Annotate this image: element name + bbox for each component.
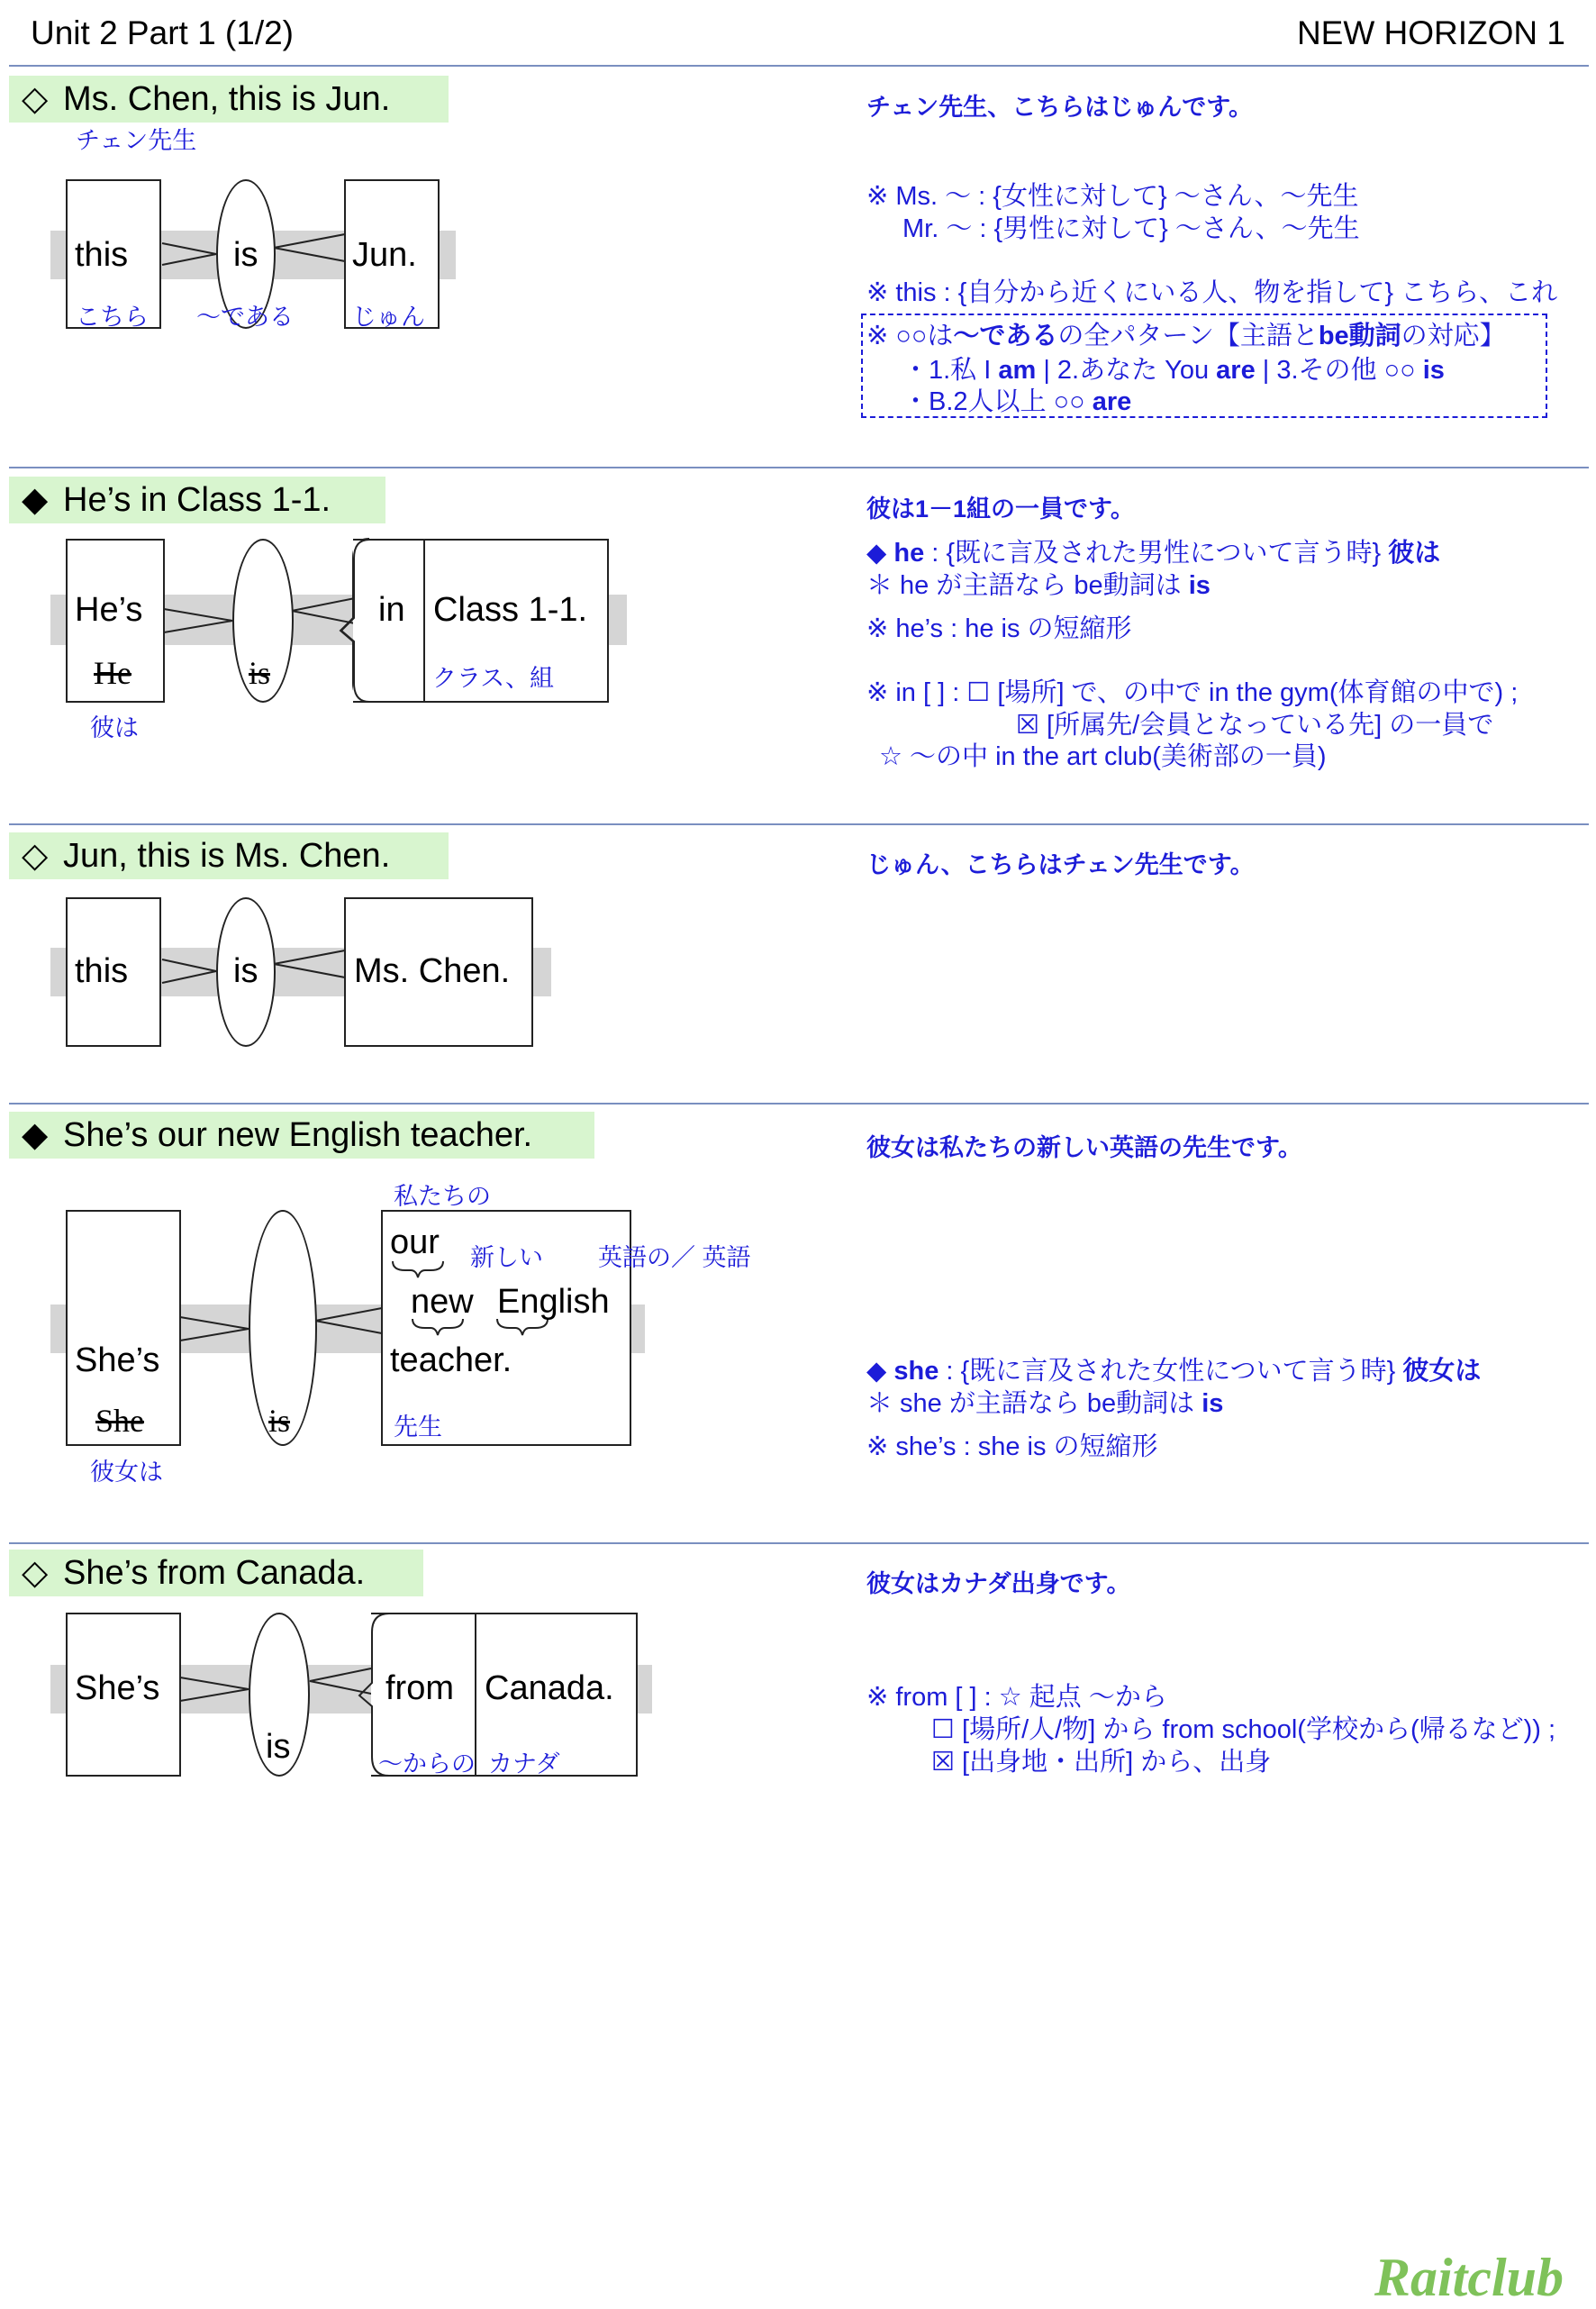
note: ＊ she が主語なら be動詞は is bbox=[866, 1389, 1224, 1418]
note: ◆ she : {既に言及された女性について言う時} 彼女は bbox=[866, 1357, 1482, 1386]
sentence-title bbox=[9, 1550, 423, 1596]
note: ◆ he : {既に言及された男性について言う時} 彼は bbox=[866, 539, 1441, 568]
divider bbox=[9, 467, 1589, 468]
subject-gloss: こちら bbox=[76, 304, 149, 331]
subject-original: He bbox=[94, 655, 131, 691]
translation: チェン先生、こちらはじゅんです。 bbox=[866, 94, 1254, 121]
diamond-filled-icon: ◆ bbox=[22, 481, 49, 519]
subject-word: this bbox=[75, 236, 129, 274]
sentence-text: She’s our new English teacher. bbox=[63, 1116, 533, 1154]
translation: 彼女はカナダ出身です。 bbox=[866, 1570, 1131, 1597]
object-gloss: クラス、組 bbox=[432, 665, 554, 692]
divider bbox=[9, 1542, 1589, 1544]
note: ・B.2人以上 ○○ are bbox=[902, 387, 1132, 416]
subject-word: She’s bbox=[75, 1669, 160, 1707]
title-gloss: チェン先生 bbox=[76, 127, 197, 154]
subject-word: this bbox=[75, 952, 129, 990]
note: ※ ○○は～であるの全パターン【主語とbe動詞の対応】 bbox=[866, 322, 1506, 350]
prep-divider bbox=[423, 539, 425, 703]
complement-gloss: じゅん bbox=[352, 304, 425, 331]
note: ※ he’s : he is の短縮形 bbox=[866, 614, 1132, 643]
verb-word: is bbox=[233, 952, 258, 990]
note: ※ this : {自分から近くにいる人、物を指して} こちら、これ bbox=[866, 278, 1558, 307]
sentence-text: Jun, this is Ms. Chen. bbox=[63, 837, 391, 875]
note: Mr. ～ : {男性に対して} ～さん、～先生 bbox=[902, 214, 1360, 243]
new-word: new bbox=[411, 1283, 474, 1321]
raitclub-logo: Raitclub bbox=[1374, 2248, 1564, 2307]
new-gloss: 新しい bbox=[470, 1244, 543, 1271]
translation: 彼女は私たちの新しい英語の先生です。 bbox=[866, 1134, 1302, 1161]
complement-word: Ms. Chen. bbox=[354, 952, 511, 990]
divider bbox=[9, 823, 1589, 825]
our-gloss: 私たちの bbox=[394, 1183, 491, 1210]
divider bbox=[9, 1103, 1589, 1105]
note: ☒ [所属先/会員となっている先] の一員で bbox=[1016, 711, 1494, 740]
english-gloss: 英語の／ 英語 bbox=[598, 1244, 751, 1271]
note: ※ Ms. ～ : {女性に対して} ～さん、～先生 bbox=[866, 182, 1359, 211]
prep-gloss: ～からの bbox=[378, 1750, 476, 1777]
sentence-text: He’s in Class 1-1. bbox=[63, 481, 331, 519]
translation: じゅん、こちらはチェン先生です。 bbox=[866, 851, 1255, 878]
note: ☐ [場所/人/物] から from school(学校から(帰るなど)) ; bbox=[931, 1715, 1556, 1744]
diamond-filled-icon: ◆ bbox=[22, 1116, 49, 1154]
our-word: our bbox=[390, 1223, 440, 1261]
sentence-title bbox=[9, 1112, 594, 1159]
subject-original: She bbox=[95, 1403, 144, 1439]
translation: 彼は1－1組の一員です。 bbox=[866, 495, 1135, 523]
textbook-name: NEW HORIZON 1 bbox=[1296, 14, 1565, 51]
note: ☒ [出身地・出所] から、出身 bbox=[931, 1748, 1272, 1777]
diamond-outline-icon: ◇ bbox=[22, 1554, 49, 1592]
prep-word: from bbox=[385, 1669, 454, 1707]
sentence-title bbox=[9, 76, 449, 123]
subject-word: She’s bbox=[75, 1341, 160, 1379]
verb-gloss: ～である bbox=[196, 304, 294, 331]
object-word: Canada. bbox=[485, 1669, 614, 1707]
sentence-title bbox=[9, 477, 385, 523]
note: ・1.私 I am | 2.あなた You are | 3.その他 ○○ is bbox=[902, 356, 1445, 385]
note: ＊ he が主語なら be動詞は is bbox=[866, 571, 1211, 600]
note: ※ in [ ] : ☐ [場所] で、の中で in the gym(体育館の中で) ; bbox=[866, 678, 1519, 707]
unit-title: Unit 2 Part 1 (1/2) bbox=[31, 14, 295, 51]
teacher-gloss: 先生 bbox=[394, 1414, 442, 1441]
note: ※ she’s : she is の短縮形 bbox=[866, 1432, 1158, 1461]
object-word: Class 1-1. bbox=[433, 591, 588, 629]
english-word: English bbox=[497, 1283, 610, 1321]
diamond-outline-icon: ◇ bbox=[22, 80, 49, 118]
teacher-word: teacher. bbox=[390, 1341, 512, 1379]
note: ☆ ～の中 in the art club(美術部の一員) bbox=[879, 742, 1327, 771]
sentence-title bbox=[9, 832, 449, 879]
subject-gloss: 彼は bbox=[90, 714, 139, 741]
object-gloss: カナダ bbox=[488, 1750, 560, 1777]
verb-word: is bbox=[233, 236, 258, 274]
prep-word: in bbox=[378, 591, 405, 629]
note: ※ from [ ] : ☆ 起点 ～から bbox=[866, 1683, 1167, 1712]
subject-word: He’s bbox=[75, 591, 143, 629]
verb-original: is bbox=[268, 1403, 291, 1439]
verb-original: is bbox=[249, 655, 271, 691]
divider bbox=[9, 65, 1589, 67]
sentence-text: She’s from Canada. bbox=[63, 1554, 366, 1592]
prep-bracket bbox=[0, 0, 1, 1]
subject-gloss: 彼女は bbox=[90, 1459, 163, 1486]
complement-word: Jun. bbox=[352, 236, 417, 274]
verb-word: is bbox=[266, 1728, 291, 1766]
sentence-text: Ms. Chen, this is Jun. bbox=[63, 80, 391, 118]
diamond-outline-icon: ◇ bbox=[22, 837, 49, 875]
